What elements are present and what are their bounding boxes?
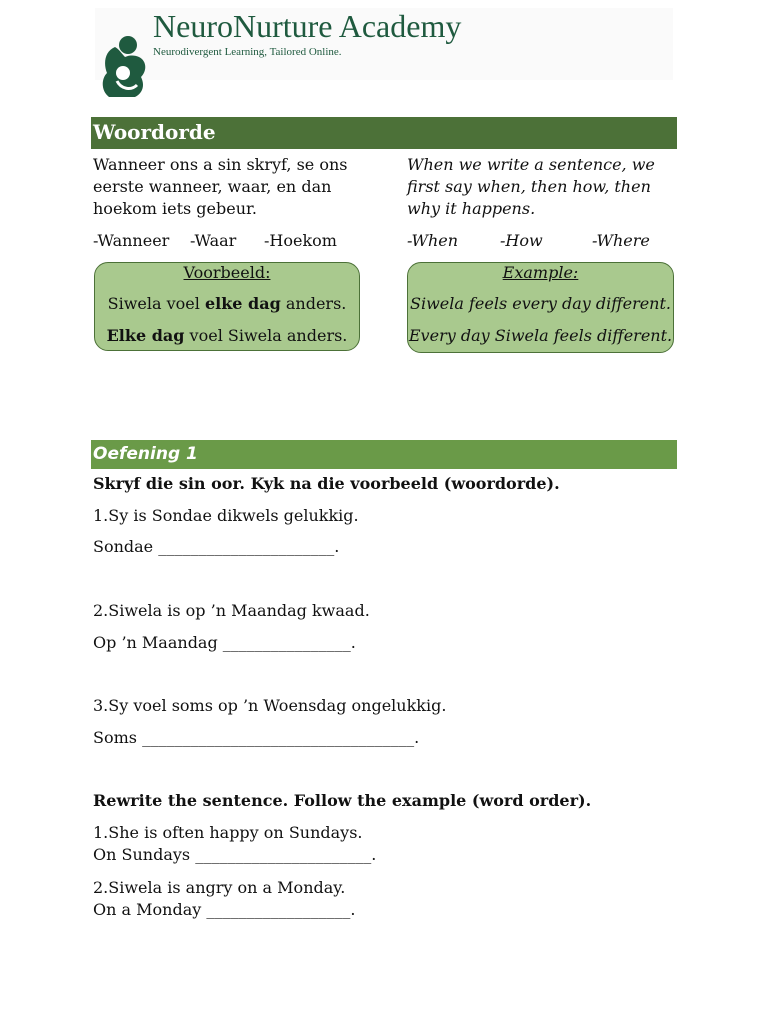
instruction-english: Rewrite the sentence. Follow the example (word order).: [93, 791, 592, 810]
example-sentence-1: Siwela feels every day different.: [409, 294, 671, 313]
example-box-afrikaans: [94, 262, 360, 351]
word-item: -Hoekom: [264, 231, 337, 250]
section-heading-oefening: Oefening 1: [91, 440, 677, 469]
exercise-answer-line[interactable]: On a Monday __________________.: [93, 900, 356, 919]
exercise-answer-line[interactable]: On Sundays ______________________.: [93, 845, 377, 864]
afrikaans-explanation: Wanneer ons a sin skryf, se ons eerste wanneer, waar, en dan hoekom iets gebeur.: [93, 155, 348, 218]
exercise-question: 1.Sy is Sondae dikwels gelukkig.: [93, 506, 359, 525]
exercise-question: 3.Sy voel soms op ’n Woensdag ongelukkig.: [93, 696, 447, 715]
exercise-answer-line[interactable]: Sondae ______________________.: [93, 537, 340, 556]
example-sentence-1: Siwela voel elke dag anders.: [107, 294, 347, 313]
exercise-answer-line[interactable]: Op ’n Maandag ________________.: [93, 633, 356, 652]
word-item: -When: [407, 231, 459, 250]
word-item: -Wanneer: [93, 231, 170, 250]
section-heading-woordorde: Woordorde: [91, 117, 677, 149]
mother-child-logo-icon: [95, 33, 135, 97]
brand-tagline: Neurodivergent Learning, Tailored Online.: [153, 46, 342, 58]
word-item: -Waar: [190, 231, 237, 250]
brand-name: NeuroNurture Academy: [153, 8, 462, 44]
example-box-english: [407, 262, 674, 353]
example-sentence-2: Every day Siwela feels different.: [408, 326, 673, 345]
example-sentence-2: Elke dag voel Siwela anders.: [106, 326, 348, 345]
example-box-title: Voorbeeld:: [183, 263, 271, 282]
instruction-afrikaans: Skryf die sin oor. Kyk na die voorbeeld (woordorde).: [93, 474, 560, 493]
exercise-question: 1.She is often happy on Sundays.: [93, 823, 363, 842]
exercise-question: 2.Siwela is angry on a Monday.: [93, 878, 346, 897]
word-item: -Where: [592, 231, 650, 250]
english-explanation: When we write a sentence, we first say when, then how, then why it happens.: [407, 155, 655, 218]
example-box-title: Example:: [502, 263, 579, 282]
exercise-question: 2.Siwela is op ’n Maandag kwaad.: [93, 601, 370, 620]
word-item: -How: [500, 231, 543, 250]
exercise-answer-line[interactable]: Soms __________________________________.: [93, 728, 420, 747]
